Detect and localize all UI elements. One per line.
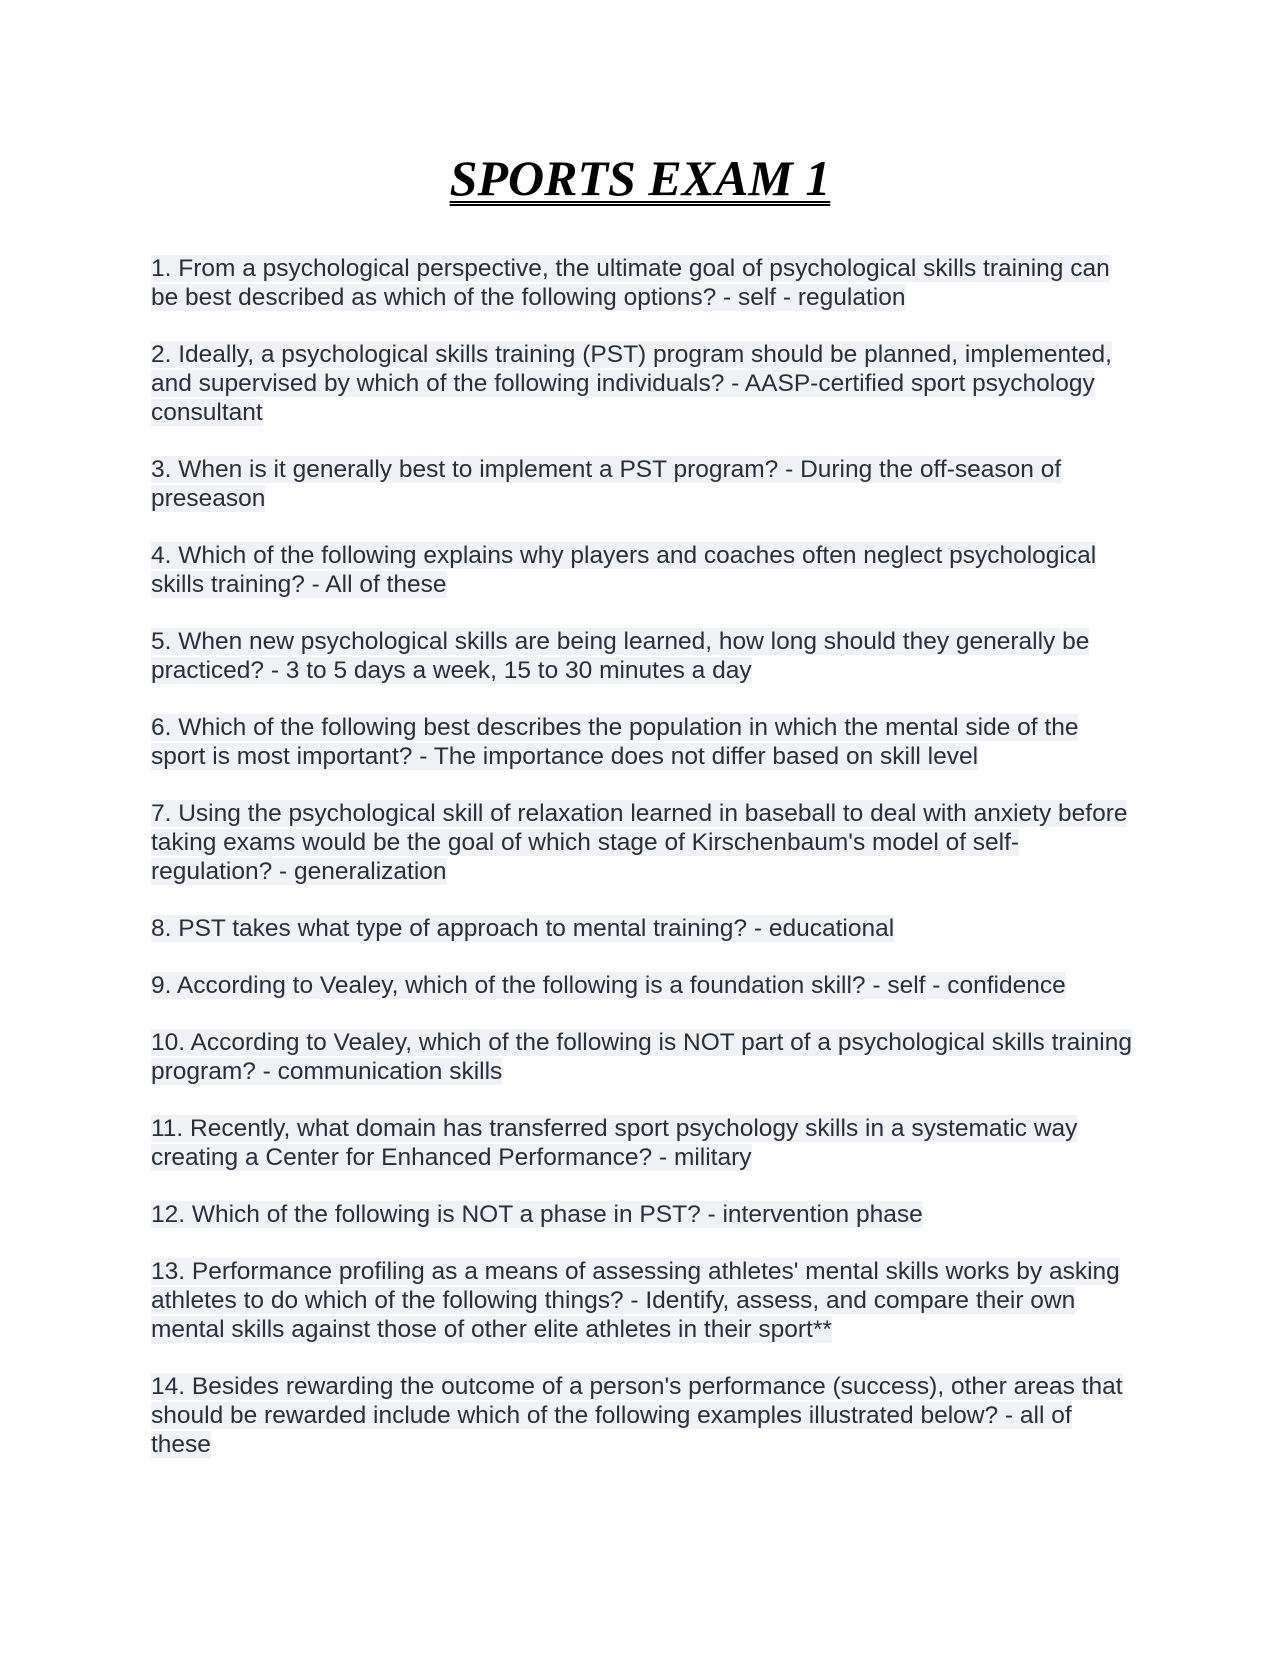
question-list [151,254,1136,1487]
question-text: 13. Performance profiling as a means of assessing athletes' mental skills works by asking athletes to do which of the following things? - Identify, assess, and compare their own mental skills against those of other elite athletes in their sport** [151,1258,1120,1343]
question-item-8 [151,914,1136,943]
question-item-14 [151,1372,1136,1459]
question-item-4 [151,541,1136,599]
question-item-2 [151,340,1136,427]
question-item-3 [151,455,1136,513]
question-text: 1. From a psychological perspective, the ultimate goal of psychological skills training can be best described as which of the following options? - self - regulation [151,255,1110,311]
question-text: 14. Besides rewarding the outcome of a person's performance (success), other areas that should be rewarded include which of the following examples illustrated below? - all of these [151,1373,1123,1458]
question-item-7 [151,799,1136,886]
question-text: 12. Which of the following is NOT a phase in PST? - intervention phase [151,1201,923,1228]
question-item-9 [151,971,1136,1000]
question-text: 8. PST takes what type of approach to mental training? - educational [151,915,895,942]
question-item-5 [151,627,1136,685]
question-text: 3. When is it generally best to implement a PST program? - During the off-season of preseason [151,456,1062,512]
question-text: 6. Which of the following best describes the population in which the mental side of the sport is most important? - The importance does not differ based on skill level [151,714,1079,770]
question-item-12 [151,1200,1136,1229]
document-title [0,148,1280,208]
question-item-13 [151,1257,1136,1344]
question-text: 10. According to Vealey, which of the following is NOT part of a psychological skills training program? - communication skills [151,1029,1132,1085]
question-item-10 [151,1028,1136,1086]
question-item-1 [151,254,1136,312]
question-text: 7. Using the psychological skill of relaxation learned in baseball to deal with anxiety before taking exams would be the goal of which stage of Kirschenbaum's model of self-regulation? - generalization [151,800,1128,885]
question-item-11 [151,1114,1136,1172]
question-item-6 [151,713,1136,771]
document-title-text: SPORTS EXAM 1 [449,150,831,206]
question-text: 9. According to Vealey, which of the following is a foundation skill? - self - confidence [151,972,1066,999]
question-text: 2. Ideally, a psychological skills training (PST) program should be planned, implemented, and supervised by which of the following individuals? - AASP-certified sport psychology consultant [151,341,1112,426]
question-text: 11. Recently, what domain has transferred sport psychology skills in a systematic way creating a Center for Enhanced Performance? - military [151,1115,1078,1171]
question-text: 4. Which of the following explains why players and coaches often neglect psychological skills training? - All of these [151,542,1097,598]
question-text: 5. When new psychological skills are being learned, how long should they generally be practiced? - 3 to 5 days a week, 15 to 30 minutes a day [151,628,1090,684]
